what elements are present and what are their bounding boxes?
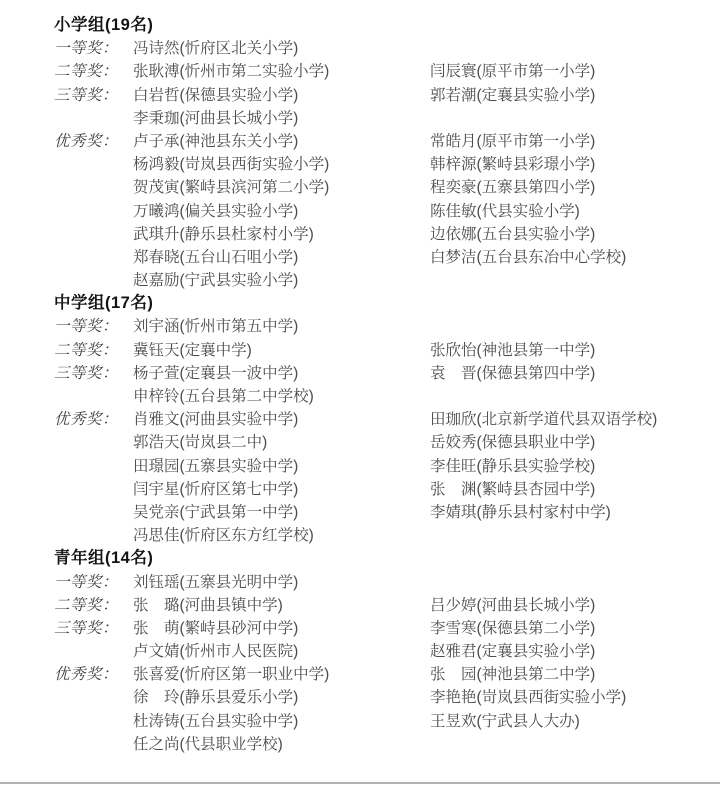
winner-entry-right: 张 渊(繁峙县杏园中学) <box>430 480 596 498</box>
award-tier-label <box>54 478 133 501</box>
award-row <box>54 686 720 709</box>
winner-entry-right: 岳姣秀(保德县职业中学) <box>430 434 596 452</box>
winner-entry-left: 杜涛铸(五台县实验中学) <box>133 712 299 730</box>
winner-entry-left: 刘钰瑶(五寨县光明中学) <box>133 573 299 591</box>
award-row <box>54 501 720 524</box>
winner-entry-right: 陈佳敏(代县实验小学) <box>430 202 580 220</box>
award-row <box>54 339 720 362</box>
award-tier-label <box>54 431 133 454</box>
winner-entry-left: 万曦鸿(偏关县实验小学) <box>133 202 299 220</box>
winner-entry-left: 冯思佳(忻府区东方红学校) <box>133 527 314 545</box>
award-row <box>54 107 720 130</box>
winner-entry-left: 张耿溥(忻州市第二实验小学) <box>133 63 330 81</box>
winner-entry-right: 程奕豪(五寨县第四小学) <box>430 179 596 197</box>
winner-entry-left: 申梓铃(五台县第二中学校) <box>133 388 314 405</box>
award-tier-label <box>54 176 133 199</box>
awards-list <box>54 14 720 756</box>
award-tier-label <box>54 733 133 756</box>
award-tier-label: 三等奖： <box>54 364 119 382</box>
winner-entry-left: 冀钰天(定襄中学) <box>133 341 252 359</box>
award-row <box>54 153 720 176</box>
award-tier-label: 优秀奖： <box>54 132 119 150</box>
award-row <box>54 223 720 246</box>
award-row <box>54 200 720 223</box>
winner-entry-left: 冯诗然(忻府区北关小学) <box>133 40 299 58</box>
winner-entry-right: 赵雅君(定襄县实验小学) <box>430 643 596 661</box>
winner-entry-right <box>430 524 720 547</box>
winner-entry-right <box>430 269 720 292</box>
bottom-divider <box>0 782 720 784</box>
award-tier-label: 优秀奖： <box>54 411 119 429</box>
award-row <box>54 594 720 617</box>
award-tier-label <box>54 501 133 524</box>
award-row <box>54 130 720 153</box>
award-row <box>54 246 720 269</box>
award-row <box>54 385 720 408</box>
award-row <box>54 617 720 640</box>
winner-entry-right: 吕少婷(河曲县长城小学) <box>430 596 596 614</box>
award-tier-label <box>54 524 133 547</box>
winner-entry-right: 李佳旺(静乐县实验学校) <box>430 457 596 475</box>
winner-entry-right: 郭若潮(定襄县实验小学) <box>430 86 596 104</box>
award-row <box>54 710 720 733</box>
winner-entry-right: 田珈欣(北京新学道代县双语学校) <box>430 411 658 429</box>
winner-entry-right: 闫辰寰(原平市第一小学) <box>430 63 596 81</box>
winner-entry-left: 李秉珈(河曲县长城小学) <box>133 109 299 127</box>
award-row <box>54 524 720 547</box>
award-tier-label <box>54 223 133 246</box>
winner-entry-right: 韩梓源(繁峙县彩璟小学) <box>430 156 596 174</box>
award-row <box>54 269 720 292</box>
award-row <box>54 37 720 60</box>
award-tier-label <box>54 153 133 176</box>
winner-entry-left: 武琪升(静乐县杜家村小学) <box>133 225 314 243</box>
winner-entry-right <box>430 37 720 60</box>
award-row <box>54 84 720 107</box>
award-row <box>54 176 720 199</box>
winner-entry-left: 张 璐(河曲县镇中学) <box>133 596 283 614</box>
award-row <box>54 571 720 594</box>
award-tier-label: 一等奖： <box>54 573 119 591</box>
award-row <box>54 60 720 83</box>
award-tier-label: 二等奖： <box>54 341 119 359</box>
award-row <box>54 362 720 385</box>
winner-entry-right: 白梦洁(五台县东冶中心学校) <box>430 248 627 266</box>
winner-entry-right: 李艳艳(岢岚县西街实验小学) <box>430 689 627 707</box>
award-tier-label: 优秀奖： <box>54 666 119 684</box>
winner-entry-right: 李雪寒(保德县第二小学) <box>430 619 596 637</box>
award-row <box>54 640 720 663</box>
group-title: 青年组(14名) <box>54 549 154 568</box>
award-tier-label: 一等奖： <box>54 40 119 58</box>
award-tier-label <box>54 200 133 223</box>
award-tier-label: 三等奖： <box>54 619 119 637</box>
winner-entry-left: 刘宇涵(忻州市第五中学) <box>133 318 299 336</box>
winner-entry-left: 赵嘉励(宁武县实验小学) <box>133 272 299 290</box>
award-tier-label <box>54 710 133 733</box>
award-tier-label <box>54 385 133 408</box>
award-tier-label: 二等奖： <box>54 596 119 614</box>
winner-entry-right: 张 园(神池县第二中学) <box>430 666 596 684</box>
award-tier-label <box>54 640 133 663</box>
winner-entry-right: 边依娜(五台县实验小学) <box>430 225 596 243</box>
winner-entry-left: 肖雅文(河曲县实验中学) <box>133 411 299 429</box>
award-row <box>54 733 720 756</box>
winner-entry-right <box>430 571 720 594</box>
award-row <box>54 431 720 454</box>
winner-entry-left: 杨鸿毅(岢岚县西街实验小学) <box>133 156 330 174</box>
award-tier-label <box>54 107 133 130</box>
award-row <box>54 455 720 478</box>
winner-entry-left: 张 萌(繁峙县砂河中学) <box>133 619 299 637</box>
winner-entry-right <box>430 315 720 338</box>
award-row <box>54 315 720 338</box>
winner-entry-left: 任之尚(代县职业学校) <box>133 735 283 753</box>
award-tier-label: 二等奖： <box>54 63 119 81</box>
winner-entry-left: 杨子萱(定襄县一波中学) <box>133 364 299 382</box>
winner-entry-left: 吴党亲(宁武县第一中学) <box>133 503 299 521</box>
award-tier-label: 三等奖： <box>54 86 119 104</box>
winner-entry-left: 张喜爱(忻府区第一职业中学) <box>133 666 330 684</box>
winner-entry-right: 王昱欢(宁武县人大办) <box>430 712 580 730</box>
winner-entry-left: 白岩哲(保德县实验小学) <box>133 86 299 104</box>
award-tier-label <box>54 269 133 292</box>
winner-entry-right: 常皓月(原平市第一小学) <box>430 132 596 150</box>
award-tier-label: 一等奖： <box>54 318 119 336</box>
winner-entry-right: 张欣怡(神池县第一中学) <box>430 341 596 359</box>
winner-entry-left: 郭浩天(岢岚县二中) <box>133 434 268 452</box>
award-tier-label <box>54 455 133 478</box>
winner-entry-left: 贺茂寅(繁峙县滨河第二小学) <box>133 179 330 197</box>
winner-entry-right <box>430 733 720 756</box>
award-row <box>54 478 720 501</box>
award-row <box>54 408 720 431</box>
winner-entry-left: 徐 玲(静乐县爱乐小学) <box>133 689 299 707</box>
winner-entry-right <box>430 385 720 408</box>
winner-entry-left: 田璟园(五寨县实验中学) <box>133 457 299 475</box>
winner-entry-left: 卢文婧(忻州市人民医院) <box>133 643 299 661</box>
winner-entry-left: 郑春晓(五台山石咀小学) <box>133 248 299 266</box>
winner-entry-right: 袁 晋(保德县第四中学) <box>430 364 596 382</box>
winner-entry-left: 卢子承(神池县东关小学) <box>133 132 299 150</box>
group-title: 中学组(17名) <box>54 294 154 313</box>
award-tier-label <box>54 686 133 709</box>
winner-entry-right <box>430 107 720 130</box>
group-title: 小学组(19名) <box>54 16 154 34</box>
award-tier-label <box>54 246 133 269</box>
award-row <box>54 663 720 686</box>
winner-entry-right: 李婧琪(静乐县村家村中学) <box>430 503 611 521</box>
winner-entry-left: 闫宇星(忻府区第七中学) <box>133 480 299 498</box>
